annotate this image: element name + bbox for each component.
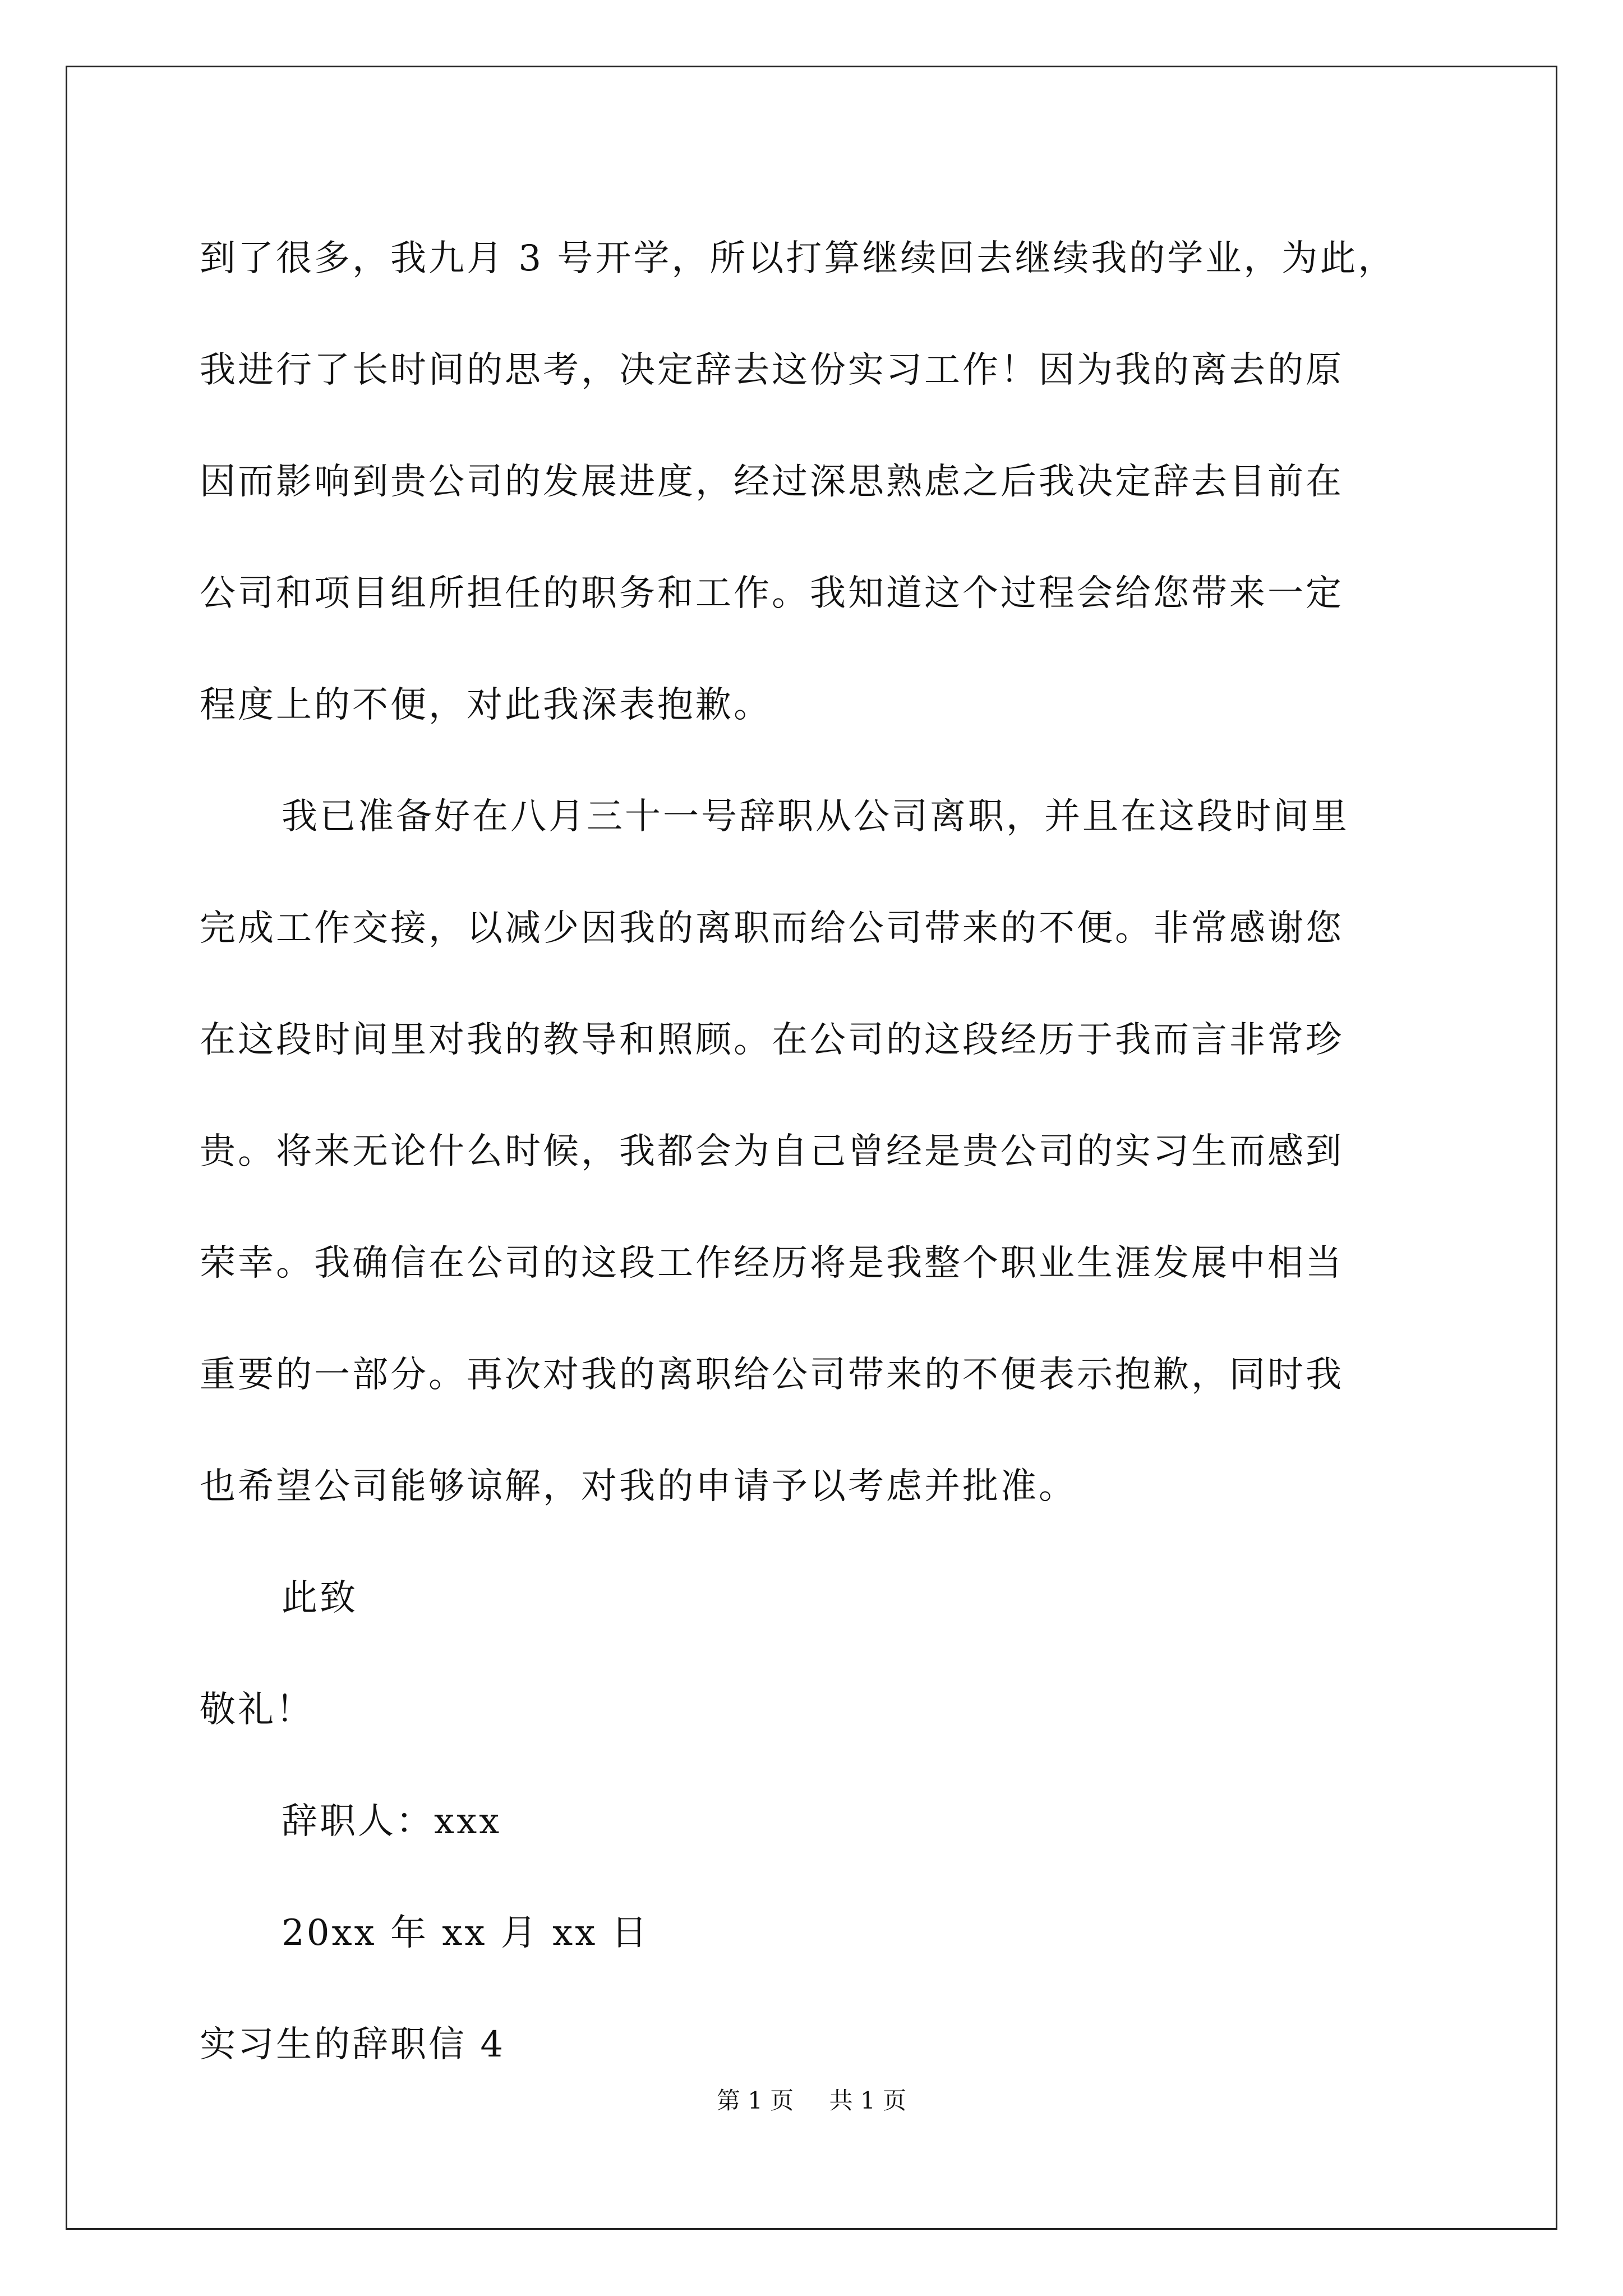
paragraph-line: 到了很多，我九月 3 号开学，所以打算继续回去继续我的学业，为此，: [200, 238, 1396, 279]
paragraph-line: 因而影响到贵公司的发展进度，经过深思熟虑之后我决定辞去目前在: [200, 461, 1344, 503]
paragraph-line: 重要的一部分。再次对我的离职给公司带来的不便表示抱歉，同时我: [200, 1354, 1344, 1396]
paragraph-line: 完成工作交接，以减少因我的离职而给公司带来的不便。非常感谢您: [200, 908, 1344, 949]
paragraph-line: 公司和项目组所担任的职务和工作。我知道这个过程会给您带来一定: [200, 573, 1344, 614]
closing-line: 此致: [282, 1577, 358, 1619]
letter-body: [200, 203, 1433, 2101]
paragraph-line: 也希望公司能够谅解，对我的申请予以考虑并批准。: [200, 1466, 1077, 1507]
paragraph-line: 贵。将来无论什么时候，我都会为自己曾经是贵公司的实习生而感到: [200, 1131, 1344, 1172]
paragraph-line: 在这段时间里对我的教导和照顾。在公司的这段经历于我而言非常珍: [200, 1019, 1344, 1061]
paragraph-line: 我进行了长时间的思考，决定辞去这份实习工作！因为我的离去的原: [200, 349, 1344, 391]
page-footer: [0, 2084, 1623, 2118]
paragraph-line: 程度上的不便，对此我深表抱歉。: [200, 684, 772, 726]
page-total: 共 1 页: [829, 2087, 907, 2114]
paragraph-line: 荣幸。我确信在公司的这段工作经历将是我整个职业生涯发展中相当: [200, 1243, 1344, 1284]
paragraph-line: 我已准备好在八月三十一号辞职从公司离职，并且在这段时间里: [282, 796, 1349, 838]
salutation-line: 敬礼！: [200, 1689, 314, 1731]
signature-line: 辞职人：xxx: [282, 1801, 502, 1842]
date-line: 20xx 年 xx 月 xx 日: [282, 1912, 649, 1954]
page-number: 第 1 页: [716, 2087, 794, 2114]
next-letter-title: 实习生的辞职信 4: [200, 2024, 506, 2065]
